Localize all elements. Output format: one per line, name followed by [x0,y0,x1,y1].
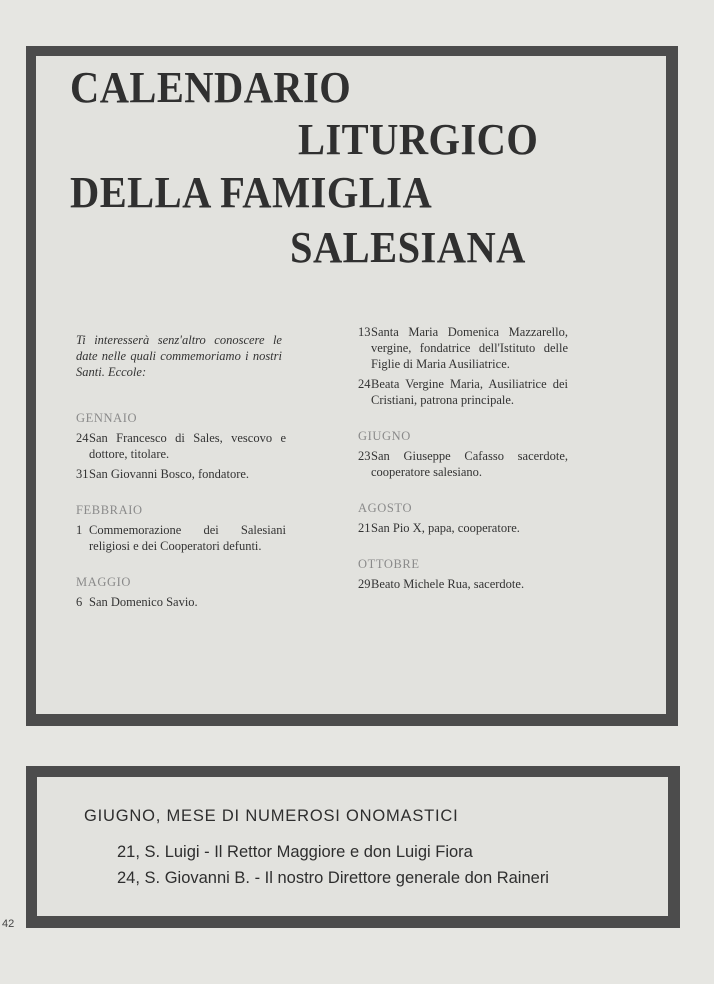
entry-text: San Giuseppe Cafasso sacerdote, cooperatore salesiano. [371,449,568,479]
month-label-gennaio: GENNAIO [76,411,138,425]
month-label-maggio: MAGGIO [76,575,131,589]
onomastici-line: 24, S. Giovanni B. - Il nostro Direttore generale don Raineri [117,869,549,887]
entry-text: Santa Maria Domenica Mazzarello, vergine, fondatrice dell'Istituto delle Figlie di Maria Ausiliatrice. [371,325,568,371]
entry-text: Beato Michele Rua, sacerdote. [371,577,525,591]
entry-day: 29 [358,577,371,591]
calendar-entry [358,448,568,480]
entry-text: San Giovanni Bosco, fondatore. [89,467,250,481]
title-line-3: DELLA FAMIGLIA [70,168,433,217]
calendar-entry [76,430,286,462]
calendar-entry [358,520,568,536]
calendar-entry [358,576,568,592]
entry-text: San Francesco di Sales, vescovo e dottore, titolare. [89,431,286,461]
onomastici-title: GIUGNO, MESE DI NUMEROSI ONOMASTICI [84,807,459,825]
entry-text: San Domenico Savio. [89,595,198,609]
calendar-entry [76,466,286,482]
page-number: 42 [2,918,15,930]
month-label-febbraio: FEBBRAIO [76,503,143,517]
entry-text: San Pio X, papa, cooperatore. [371,521,520,535]
entry-day: 6 [76,595,83,609]
title-line-4: SALESIANA [290,223,526,272]
month-label-agosto: AGOSTO [358,501,413,515]
entry-day: 23 [358,449,371,463]
entry-day: 31 [76,467,89,481]
calendar-entry [358,376,568,408]
month-label-giugno: GIUGNO [358,429,411,443]
calendar-entry [76,594,286,610]
month-label-ottobre: OTTOBRE [358,557,420,571]
entry-day: 24 [358,377,371,391]
title-line-1: CALENDARIO [70,63,352,112]
onomastici-line: 21, S. Luigi - Il Rettor Maggiore e don Luigi Fiora [117,843,473,861]
calendar-entry [358,324,568,372]
entry-day: 1 [76,523,83,537]
entry-text: Commemorazione dei Salesiani religiosi e dei Cooperatori defunti. [89,523,286,553]
title-line-2: LITURGICO [298,115,539,164]
onomastici-frame [26,766,680,928]
entry-text: Beata Vergine Maria, Ausiliatrice dei Cristiani, patrona principale. [371,377,568,407]
entry-day: 13 [358,325,371,339]
intro-text: Ti interesserà senz'altro conoscere le date nelle quali commemoriamo i nostri Santi. Eccole: [76,333,282,379]
calendar-entry [76,522,286,554]
onomastici-panel [37,777,668,916]
calendar-column-right [358,324,568,596]
calendar-column-left [76,410,286,614]
entry-day: 24 [76,431,89,445]
entry-day: 21 [358,521,371,535]
